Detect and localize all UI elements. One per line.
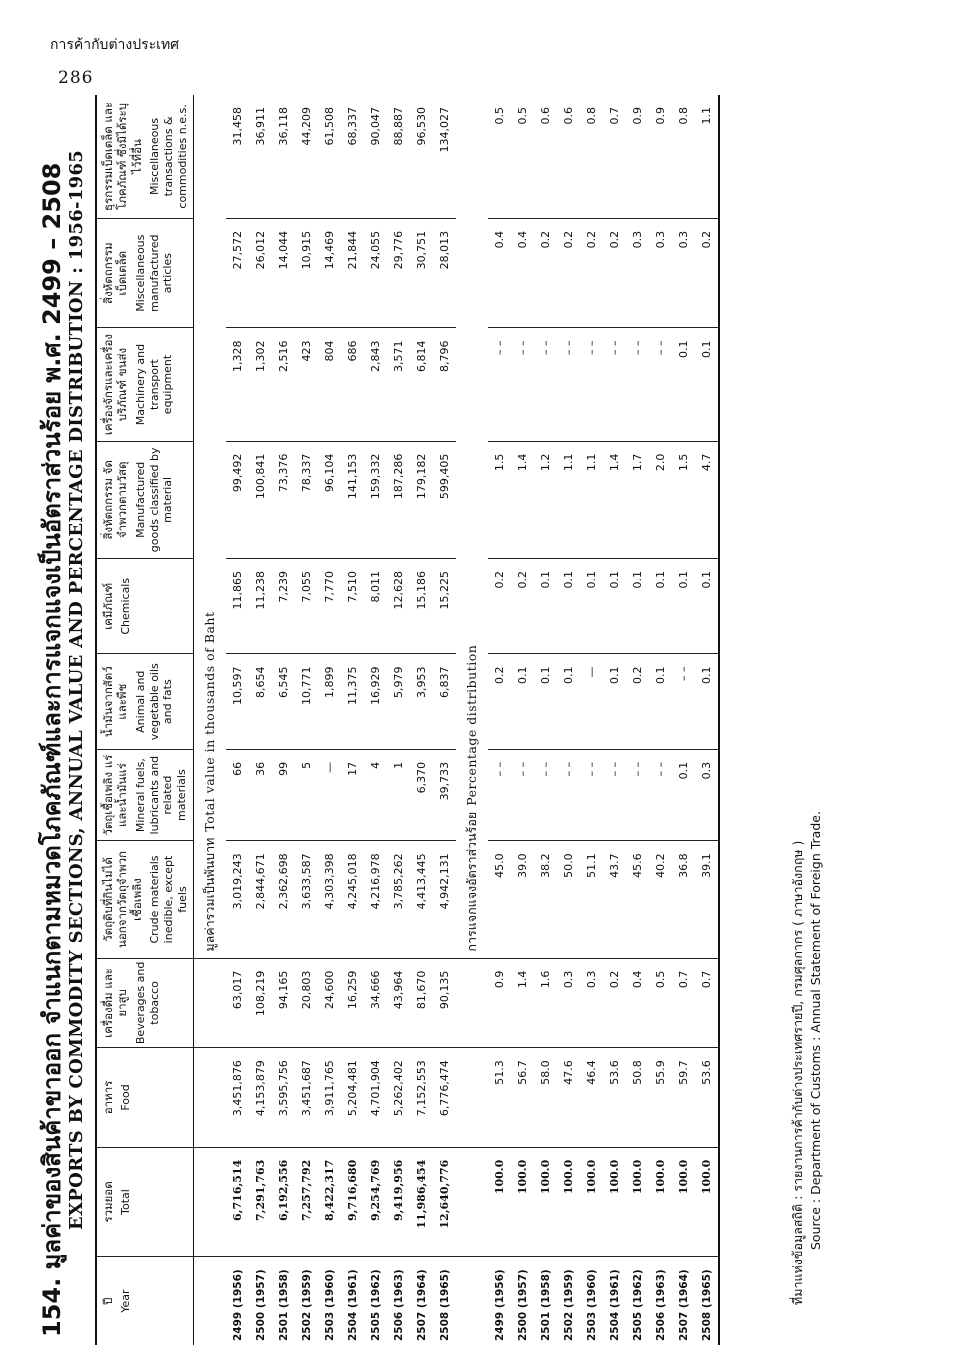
page-number: 286 [58,68,94,88]
value-cell: 73,376 [272,441,295,558]
value-cell: 0.2 [580,218,603,328]
value-cell: 45.6 [626,841,649,958]
year-cell: 2504 (1961) [608,1269,621,1341]
value-cell: 39.1 [695,841,719,958]
value-section-body [194,95,457,1345]
value-cell: 100.0 [580,1147,603,1257]
value-cell: – – [603,328,626,441]
value-cell: 36,118 [272,95,295,218]
value-cell: – – [488,328,511,441]
value-cell: – – [649,749,672,840]
value-cell: 0.3 [557,958,580,1048]
value-cell: 3,785,262 [387,841,410,958]
value-cell: 0.1 [672,749,695,840]
value-cell: 8,654 [249,654,272,749]
value-cell: 1.4 [511,441,534,558]
value-cell: 5,979 [387,654,410,749]
value-cell: 7,770 [318,559,341,654]
year-cell: 2505 (1962) [369,1269,382,1341]
value-cell: 0.1 [649,654,672,749]
value-cell: 0.4 [511,218,534,328]
value-cell: 6,716,514 [226,1147,249,1257]
value-cell: 0.3 [649,218,672,328]
section-label-percent: การแจกแจงอัตราส่วนร้อยPercentage distribution [456,95,488,1345]
value-cell: 2,516 [272,328,295,441]
value-cell: 7,152,553 [410,1048,433,1148]
value-cell: – – [557,328,580,441]
value-cell: 0.1 [672,559,695,654]
year-cell: 2508 (1965) [695,1257,719,1345]
value-cell: 96,104 [318,441,341,558]
value-cell: 100.0 [649,1147,672,1257]
value-cell: 34,666 [364,958,387,1048]
value-cell: 8,796 [433,328,456,441]
value-cell: 0.1 [511,654,534,749]
value-cell: 0.3 [695,749,719,840]
value-cell: 0.9 [649,95,672,218]
value-cell: 7,291,763 [249,1147,272,1257]
value-cell: 0.1 [649,559,672,654]
value-cell: 179,182 [410,441,433,558]
value-cell: 6,545 [272,654,295,749]
value-cell: 53.6 [695,1048,719,1148]
value-cell: 1,302 [249,328,272,441]
value-cell: – – [603,749,626,840]
value-cell: 1.4 [603,441,626,558]
year-cell: 2508 (1965) [438,1269,451,1341]
value-cell: 0.2 [603,218,626,328]
year-cell: 2507 (1964) [677,1269,690,1341]
value-cell: 36 [249,749,272,840]
table-row [672,95,695,1345]
value-cell: 99,492 [226,441,249,558]
col-header: วัตถุดิบที่กินไม่ได้ นอกจากวัตถุจำพวกเชื้อเพลิง Crude materials inedible, except fuels [96,841,194,958]
value-cell: 10,597 [226,654,249,749]
value-cell: 100,841 [249,441,272,558]
value-cell: 2,843 [364,328,387,441]
value-cell: 4 [364,749,387,840]
value-cell: 11,986,454 [410,1147,433,1257]
value-cell: 4,153,879 [249,1048,272,1148]
value-cell: 4,245,018 [341,841,364,958]
value-cell: 39,733 [433,749,456,840]
value-cell: 12,628 [387,559,410,654]
value-cell: 4,942,131 [433,841,456,958]
table-row [272,95,295,1345]
year-cell: 2506 (1963) [654,1269,667,1341]
value-cell: 30,751 [410,218,433,328]
table-row [603,95,626,1345]
value-cell: 100.0 [603,1147,626,1257]
table-row [410,95,433,1345]
year-cell: 2505 (1962) [631,1269,644,1341]
value-cell: 1 [387,749,410,840]
value-cell: 17 [341,749,364,840]
table-row [295,95,318,1345]
value-cell: 1,328 [226,328,249,441]
value-cell: 26,012 [249,218,272,328]
year-cell: 2501 (1958) [539,1269,552,1341]
value-cell: 2,844,671 [249,841,272,958]
value-cell: 11,865 [226,559,249,654]
value-cell: 100.0 [672,1147,695,1257]
value-cell: 3,911,765 [318,1048,341,1148]
year-cell: 2503 (1960) [323,1269,336,1341]
year-cell: 2504 (1961) [346,1269,359,1341]
value-cell: 100.0 [488,1147,511,1257]
year-cell: 2502 (1959) [562,1269,575,1341]
value-cell: 31,458 [226,95,249,218]
value-cell: 47.6 [557,1048,580,1148]
value-cell: 40.2 [649,841,672,958]
value-cell: 1.7 [626,441,649,558]
col-header: อาหาร Food [96,1048,194,1148]
value-cell: 7,239 [272,559,295,654]
table-row [557,95,580,1345]
value-cell: 1.6 [534,958,557,1048]
value-cell: 0.1 [580,559,603,654]
value-cell: 0.7 [603,95,626,218]
value-cell: 0.9 [488,958,511,1048]
value-cell: 5,262,402 [387,1048,410,1148]
value-cell: – – [580,328,603,441]
value-cell: 6,776,474 [433,1048,456,1148]
value-cell: 100.0 [534,1147,557,1257]
value-cell: 100.0 [695,1147,719,1257]
col-header: เคมีภัณฑ์ Chemicals [96,559,194,654]
value-cell: 3,953 [410,654,433,749]
value-cell: – – [488,749,511,840]
value-cell: 8,011 [364,559,387,654]
value-cell: – – [534,749,557,840]
value-cell: – – [511,328,534,441]
percent-section-body [456,95,719,1345]
value-cell: 0.1 [695,328,719,441]
value-cell: 0.1 [534,559,557,654]
value-cell: 46.4 [580,1048,603,1148]
table-row [649,95,672,1345]
value-cell: 78,337 [295,441,318,558]
value-cell: 0.2 [626,654,649,749]
value-cell: 0.5 [649,958,672,1048]
value-cell: 6,192,556 [272,1147,295,1257]
value-cell: 7,510 [341,559,364,654]
value-cell: 3,019,243 [226,841,249,958]
value-cell: – – [557,749,580,840]
value-cell: 20,803 [295,958,318,1048]
value-cell: 16,259 [341,958,364,1048]
value-cell: 29,776 [387,218,410,328]
value-cell: 0.1 [534,654,557,749]
value-cell: 4,413,445 [410,841,433,958]
value-cell: 100.0 [626,1147,649,1257]
value-cell: 38.2 [534,841,557,958]
table-row [341,95,364,1345]
value-cell: 0.2 [511,559,534,654]
value-cell: 134,027 [433,95,456,218]
value-cell: 100.0 [511,1147,534,1257]
value-cell: 16,929 [364,654,387,749]
value-cell: 43,964 [387,958,410,1048]
year-cell: 2506 (1963) [392,1269,405,1341]
year-cell: 2499 (1956) [231,1269,244,1341]
rotated-table-page [0,95,880,1345]
value-cell: 9,716,680 [341,1147,364,1257]
value-cell: 3,571 [387,328,410,441]
value-cell: 3,595,756 [272,1048,295,1148]
value-cell: 4,216,978 [364,841,387,958]
table-title-english: EXPORTS BY COMMODITY SECTIONS, ANNUAL VALUE AND PERCENTAGE DISTRIBUTION : 1956-1965 [66,149,87,1230]
value-cell: 43.7 [603,841,626,958]
year-cell: 2501 (1958) [277,1269,290,1341]
value-cell: 0.5 [488,95,511,218]
value-cell: 51.1 [580,841,603,958]
value-cell: 11,375 [341,654,364,749]
value-cell: 0.9 [626,95,649,218]
value-cell: 94,165 [272,958,295,1048]
value-cell: 90,135 [433,958,456,1048]
col-header: สิ่งหัตถกรรม เบ็ดเตล็ด Miscellaneous manufactured articles [96,218,194,328]
source-thai: ที่มาแห่งข้อมูลสถิติ : รายงานการค้ากับต่างประเทศรายปี, กรมศุลกากร ( ภาษาอังกฤษ ) [790,840,805,1305]
value-cell: 0.1 [626,559,649,654]
table-row [249,95,272,1345]
value-cell: 0.2 [695,218,719,328]
value-cell: 81,670 [410,958,433,1048]
value-cell: 686 [341,328,364,441]
col-header: ปี Year [101,1289,133,1313]
value-cell: 15,186 [410,559,433,654]
value-cell: 96,530 [410,95,433,218]
value-cell: 423 [295,328,318,441]
table-row [364,95,387,1345]
value-cell: 0.4 [626,958,649,1048]
value-cell: 0.3 [580,958,603,1048]
value-cell: 1.1 [695,95,719,218]
title-thai-text: มูลค่าของสินค้าขาออก จำแนกตามหมวดโภคภัณฑ์และการแจกแจงเป็นอัตราส่วนร้อย พ.ศ. 2499 – 2508 [38,162,66,1270]
value-cell: 1.2 [534,441,557,558]
table-row [626,95,649,1345]
table-row [580,95,603,1345]
table-row [387,95,410,1345]
value-cell: 7,257,792 [295,1147,318,1257]
col-header: วัตถุเชื้อเพลิง แร่ และน้ำมันแร่ Mineral fuels, lubricants and related materials [96,749,194,840]
value-cell: 55.9 [649,1048,672,1148]
value-cell: 1.5 [488,441,511,558]
value-cell: 3,451,876 [226,1048,249,1148]
value-cell: 90,047 [364,95,387,218]
value-cell: 50.8 [626,1048,649,1148]
value-cell: – – [511,749,534,840]
value-cell: – – [649,328,672,441]
value-cell: 0.3 [626,218,649,328]
value-cell: 99 [272,749,295,840]
col-header: รวมยอด Total [96,1147,194,1257]
year-cell: 2499 (1956) [493,1269,506,1341]
value-cell: 58.0 [534,1048,557,1148]
value-cell: – – [626,749,649,840]
value-cell: 100.0 [557,1147,580,1257]
value-cell: 21,844 [341,218,364,328]
value-cell: 44,209 [295,95,318,218]
value-cell: 0.2 [488,559,511,654]
value-cell: 53.6 [603,1048,626,1148]
value-cell: 51.3 [488,1048,511,1148]
value-cell: 1.1 [557,441,580,558]
value-cell: 36,911 [249,95,272,218]
value-cell: 14,044 [272,218,295,328]
col-header: ธุรกรรมเบ็ดเตล็ด และโภคภัณฑ์ ซึ่งมิได้ระบุไว้ที่อื่น Miscellaneous transactions & commodities n.e.s. [96,95,194,218]
value-cell: 0.1 [695,654,719,749]
value-cell: 39.0 [511,841,534,958]
value-cell: – – [672,654,695,749]
col-header: น้ำมันจากสัตว์ และพืช Animal and vegetable oils and fats [96,654,194,749]
value-cell: 61,508 [318,95,341,218]
value-cell: 4,303,398 [318,841,341,958]
section-label-value: มูลค่ารวมเป็นพันบาทTotal value in thousands of Baht [194,95,227,1345]
value-cell: 6,837 [433,654,456,749]
value-cell: 108,219 [249,958,272,1048]
value-cell: 14,469 [318,218,341,328]
value-cell: 0.1 [603,654,626,749]
value-cell: 1.5 [672,441,695,558]
value-cell: – – [580,749,603,840]
value-cell: 0.2 [488,654,511,749]
value-cell: 36.8 [672,841,695,958]
value-cell: – – [626,328,649,441]
table-row [511,95,534,1345]
value-cell: 7,055 [295,559,318,654]
value-cell: 0.3 [672,218,695,328]
value-cell: 88,887 [387,95,410,218]
value-cell: 0.1 [603,559,626,654]
value-cell: 1.4 [511,958,534,1048]
value-cell: 24,055 [364,218,387,328]
table-row [226,95,249,1345]
value-cell: 6,814 [410,328,433,441]
running-header: การค้ากับต่างประเทศ [50,37,180,53]
table-row [695,95,719,1345]
value-cell: 9,419,956 [387,1147,410,1257]
value-cell: 0.1 [695,559,719,654]
exports-table [95,95,720,1345]
value-cell: 59.7 [672,1048,695,1148]
value-cell: 3,451,687 [295,1048,318,1148]
value-cell: 3,633,587 [295,841,318,958]
year-cell: 2500 (1957) [254,1269,267,1341]
value-cell: 10,771 [295,654,318,749]
table-row [534,95,557,1345]
value-cell: 1.1 [580,441,603,558]
value-cell: 12,640,776 [433,1147,456,1257]
value-cell: 2,362,698 [272,841,295,958]
value-cell: 2.0 [649,441,672,558]
value-cell: 0.1 [557,654,580,749]
table-number: 154. [38,1277,66,1337]
col-header: เครื่องดื่ม และยาสูบ Beverages and tobacco [96,958,194,1048]
value-cell: 27,572 [226,218,249,328]
col-header: เครื่องจักรและเครื่องบริภัณฑ์ ขนส่ง Machinery and transport equipment [96,328,194,441]
value-cell: 5 [295,749,318,840]
table-row [318,95,341,1345]
col-header: สิ่งหัตถกรรม จัดจำพวกตามวัสดุ Manufactured goods classified by material [96,441,194,558]
value-cell: 8,422,317 [318,1147,341,1257]
value-cell: 0.7 [695,958,719,1048]
value-cell: 4,701,904 [364,1048,387,1148]
value-cell: 9,254,769 [364,1147,387,1257]
value-cell: 0.1 [672,328,695,441]
value-cell: 28,013 [433,218,456,328]
value-cell: 0.5 [511,95,534,218]
value-cell: 11,238 [249,559,272,654]
value-cell: 0.1 [557,559,580,654]
header-row [96,95,194,1345]
value-cell: 24,600 [318,958,341,1048]
value-cell: 141,153 [341,441,364,558]
value-cell: 0.2 [557,218,580,328]
value-cell: 599,405 [433,441,456,558]
value-cell: 66 [226,749,249,840]
value-cell: 1,899 [318,654,341,749]
value-cell: 68,337 [341,95,364,218]
year-cell: 2507 (1964) [415,1269,428,1341]
value-cell: 0.7 [672,958,695,1048]
source-english: Source : Department of Customs : Annual Statement of Foreign Trade. [808,811,823,1250]
value-cell: 10,915 [295,218,318,328]
value-cell: 187,286 [387,441,410,558]
value-cell: 0.4 [488,218,511,328]
year-cell: 2500 (1957) [516,1269,529,1341]
value-cell: 15,225 [433,559,456,654]
value-cell: 56.7 [511,1048,534,1148]
value-cell: 63,017 [226,958,249,1048]
year-cell: 2502 (1959) [300,1269,313,1341]
year-cell: 2503 (1960) [585,1269,598,1341]
value-cell: 5,204,481 [341,1048,364,1148]
value-cell: 6,370 [410,749,433,840]
value-cell: — [580,654,603,749]
table-row [433,95,456,1345]
table-row [488,95,511,1345]
value-cell: 0.2 [534,218,557,328]
value-cell: 0.6 [557,95,580,218]
value-cell: 0.6 [534,95,557,218]
value-cell: 0.8 [580,95,603,218]
value-cell: 45.0 [488,841,511,958]
value-cell: 50.0 [557,841,580,958]
value-cell: – – [534,328,557,441]
value-cell: 4.7 [695,441,719,558]
value-cell: 0.8 [672,95,695,218]
value-cell: 159,332 [364,441,387,558]
value-cell: 0.2 [603,958,626,1048]
value-cell: — [318,749,341,840]
value-cell: 804 [318,328,341,441]
